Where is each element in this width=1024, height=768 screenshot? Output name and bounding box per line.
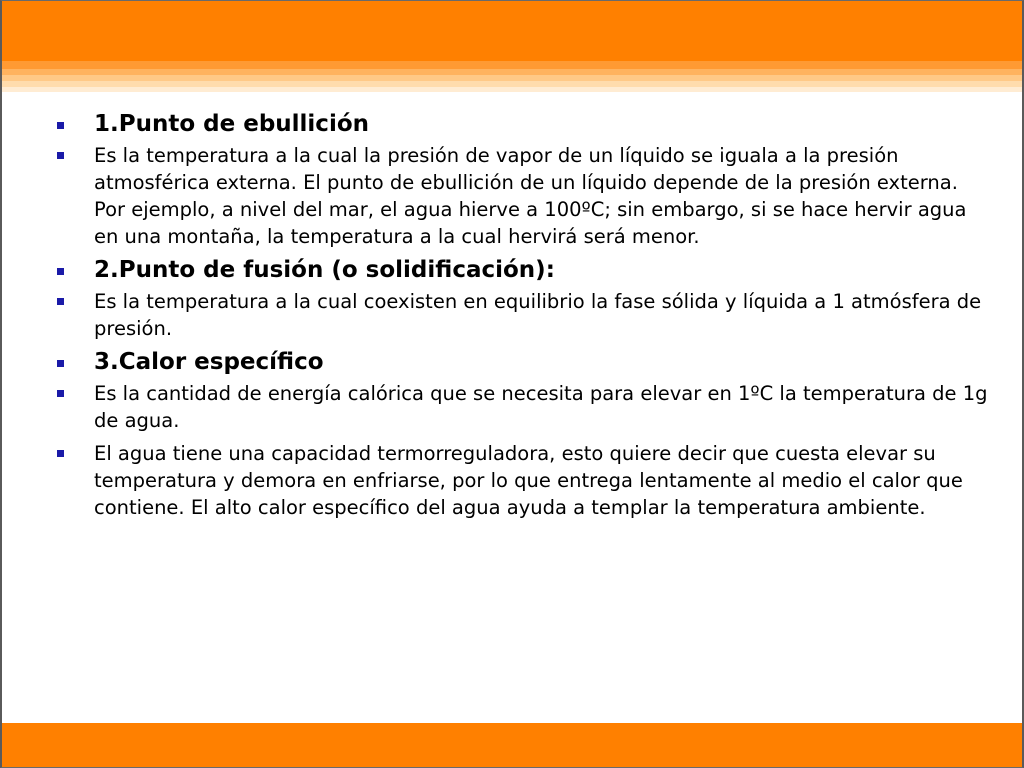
square-bullet-icon [57,360,64,367]
square-bullet-icon [57,390,64,397]
heading-text: 1.Punto de ebullición [94,111,370,137]
square-bullet-icon [57,450,64,457]
bullet-heading-boiling-point [56,110,991,139]
heading-text: 3.Calor específico [94,349,324,375]
bullet-heading-specific-heat [56,348,991,377]
square-bullet-icon [57,268,64,275]
bullet-list [56,110,991,527]
header-stripe [2,61,1022,69]
bullet-heading-melting-point [56,256,991,285]
body-text: El agua tiene una capacidad termorreguladora, esto quiere decir que cuesta elevar su temperatura y demora en enfriarse, por lo que entrega lentamente al medio el calor que contiene. El alto calor específico del agua ayuda a templar la temperatura ambiente. [94,442,963,519]
bullet-melting-point-definition [56,288,991,342]
body-text: Es la temperatura a la cual la presión de vapor de un líquido se iguala a la presión atmosférica externa. El punto de ebullición de un líquido depende de la presión externa. Por ejemplo, a nivel del mar, el agua hierve a 100ºC; sin embargo, si se hace hervir agua en una montaña, la temperatura a la cual hervirá será menor. [94,144,967,248]
bullet-specific-heat-definition [56,380,991,434]
square-bullet-icon [57,122,64,129]
square-bullet-icon [57,298,64,305]
body-text: Es la temperatura a la cual coexisten en equilibrio la fase sólida y líquida a 1 atmósfera de presión. [94,290,982,340]
header-band [2,1,1022,61]
bullet-boiling-point-definition [56,142,991,250]
bullet-thermoregulation [56,440,991,521]
header-stripe [2,87,1022,92]
footer-band [2,723,1022,767]
body-text: Es la cantidad de energía calórica que se necesita para elevar en 1ºC la temperatura de 1g de agua. [94,382,988,432]
square-bullet-icon [57,152,64,159]
heading-text: 2.Punto de fusión (o solidificación): [94,257,555,283]
